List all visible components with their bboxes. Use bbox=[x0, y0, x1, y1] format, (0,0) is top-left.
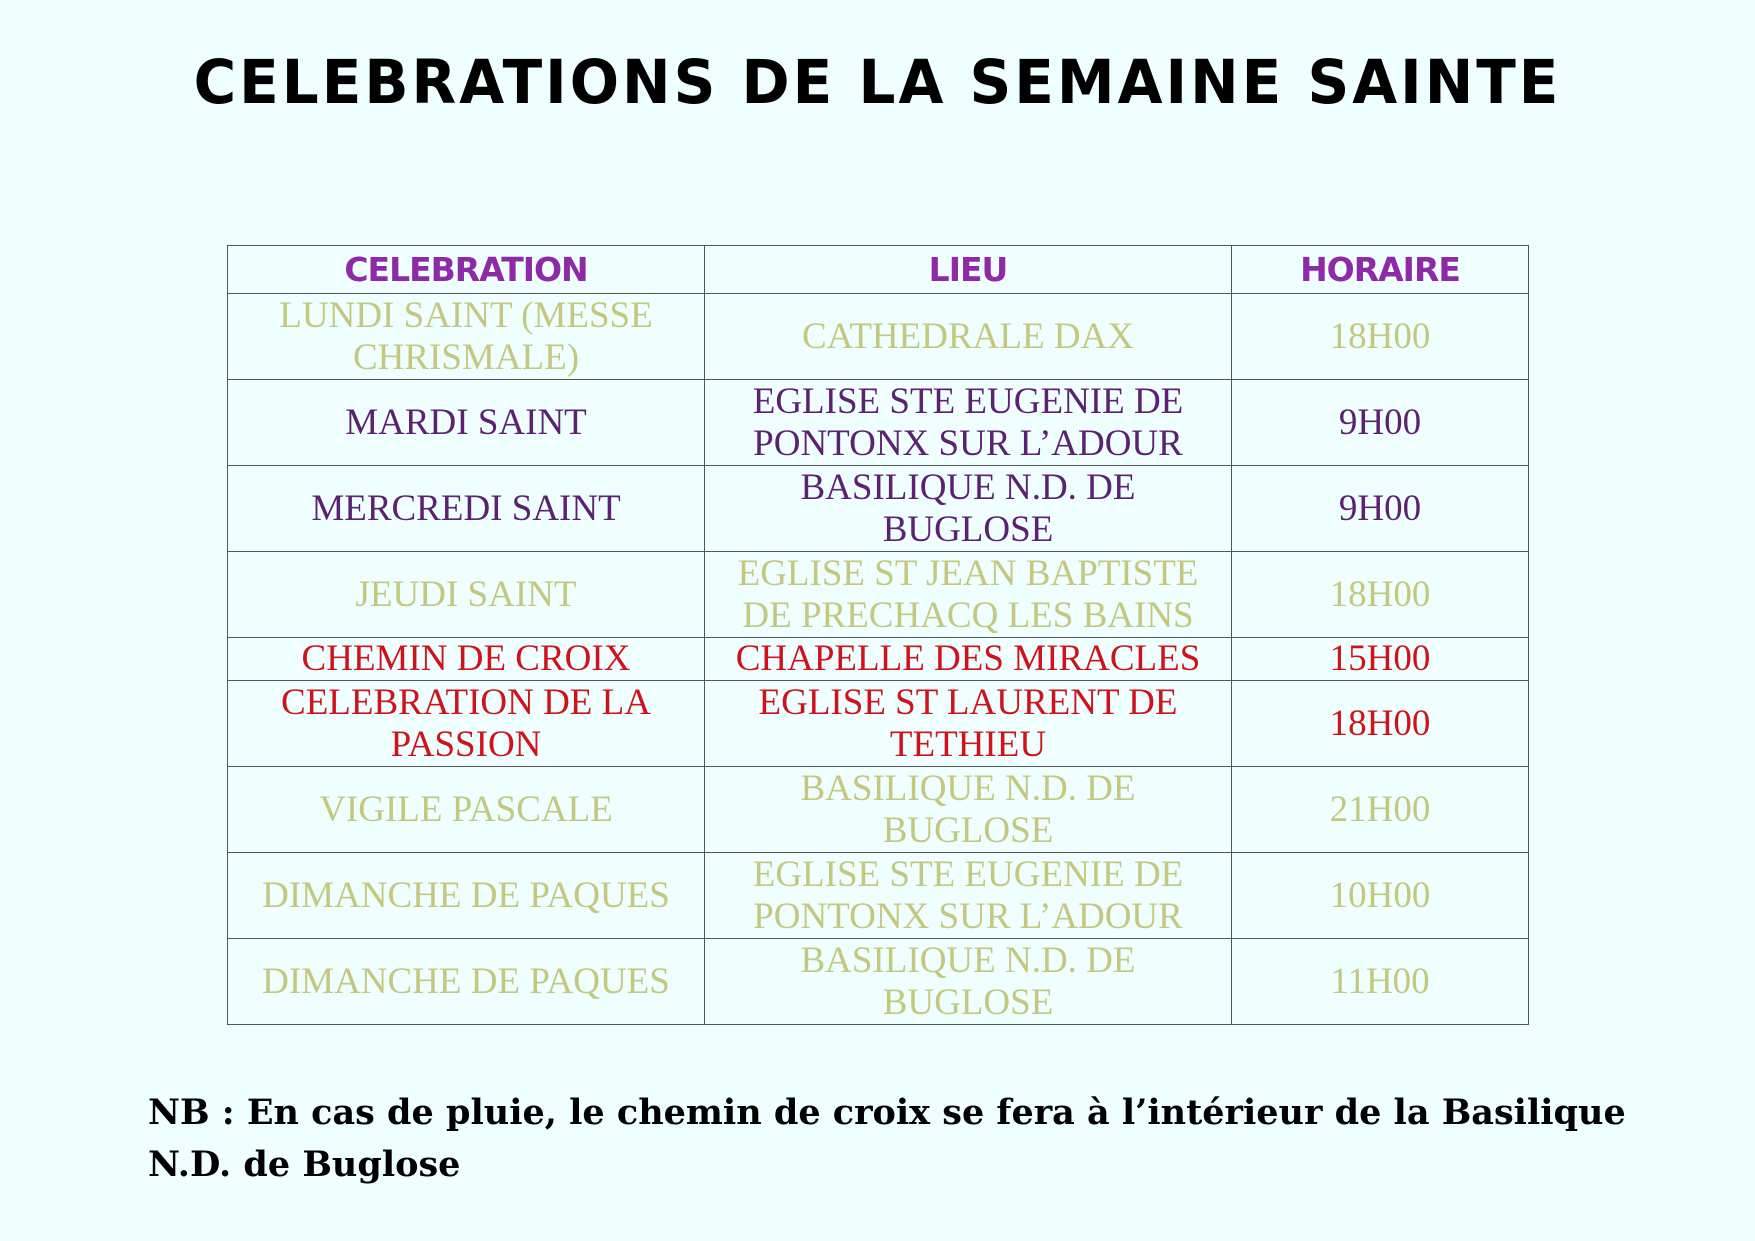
cell-celebration: DIMANCHE DE PAQUES bbox=[228, 939, 705, 1025]
cell-lieu: EGLISE ST LAURENT DE TETHIEU bbox=[705, 681, 1232, 767]
cell-lieu: EGLISE ST JEAN BAPTISTE DE PRECHACQ LES BAINS bbox=[705, 552, 1232, 638]
cell-celebration: CHEMIN DE CROIX bbox=[228, 638, 705, 681]
cell-horaire: 11H00 bbox=[1232, 939, 1529, 1025]
cell-lieu: BASILIQUE N.D. DE BUGLOSE bbox=[705, 466, 1232, 552]
table-row bbox=[228, 853, 1529, 939]
cell-celebration: JEUDI SAINT bbox=[228, 552, 705, 638]
table-header-row bbox=[228, 246, 1529, 294]
cell-lieu: BASILIQUE N.D. DE BUGLOSE bbox=[705, 767, 1232, 853]
cell-horaire: 10H00 bbox=[1232, 853, 1529, 939]
table-row bbox=[228, 638, 1529, 681]
cell-celebration: DIMANCHE DE PAQUES bbox=[228, 853, 705, 939]
column-header-celebration: CELEBRATION bbox=[228, 246, 705, 294]
table-row bbox=[228, 767, 1529, 853]
cell-horaire: 21H00 bbox=[1232, 767, 1529, 853]
cell-lieu: CHAPELLE DES MIRACLES bbox=[705, 638, 1232, 681]
table-row bbox=[228, 294, 1529, 380]
cell-horaire: 15H00 bbox=[1232, 638, 1529, 681]
column-header-lieu: LIEU bbox=[705, 246, 1232, 294]
cell-lieu: BASILIQUE N.D. DE BUGLOSE bbox=[705, 939, 1232, 1025]
cell-lieu: EGLISE STE EUGENIE DE PONTONX SUR L’ADOUR bbox=[705, 380, 1232, 466]
cell-horaire: 9H00 bbox=[1232, 466, 1529, 552]
cell-horaire: 18H00 bbox=[1232, 294, 1529, 380]
cell-lieu: EGLISE STE EUGENIE DE PONTONX SUR L’ADOUR bbox=[705, 853, 1232, 939]
table-row bbox=[228, 681, 1529, 767]
cell-celebration: MARDI SAINT bbox=[228, 380, 705, 466]
cell-lieu: CATHEDRALE DAX bbox=[705, 294, 1232, 380]
cell-horaire: 9H00 bbox=[1232, 380, 1529, 466]
cell-celebration: CELEBRATION DE LA PASSION bbox=[228, 681, 705, 767]
column-header-horaire: HORAIRE bbox=[1232, 246, 1529, 294]
cell-celebration: LUNDI SAINT (MESSE CHRISMALE) bbox=[228, 294, 705, 380]
table-row bbox=[228, 552, 1529, 638]
cell-celebration: MERCREDI SAINT bbox=[228, 466, 705, 552]
page-title: CELEBRATIONS DE LA SEMAINE SAINTE bbox=[193, 46, 1562, 118]
celebrations-table bbox=[227, 245, 1529, 1025]
table-row bbox=[228, 939, 1529, 1025]
cell-horaire: 18H00 bbox=[1232, 552, 1529, 638]
rain-note: NB : En cas de pluie, le chemin de croix se fera à l’intérieur de la Basilique N.D. de Buglose bbox=[148, 1092, 1626, 1185]
table-row bbox=[228, 380, 1529, 466]
table-row bbox=[228, 466, 1529, 552]
cell-celebration: VIGILE PASCALE bbox=[228, 767, 705, 853]
cell-horaire: 18H00 bbox=[1232, 681, 1529, 767]
